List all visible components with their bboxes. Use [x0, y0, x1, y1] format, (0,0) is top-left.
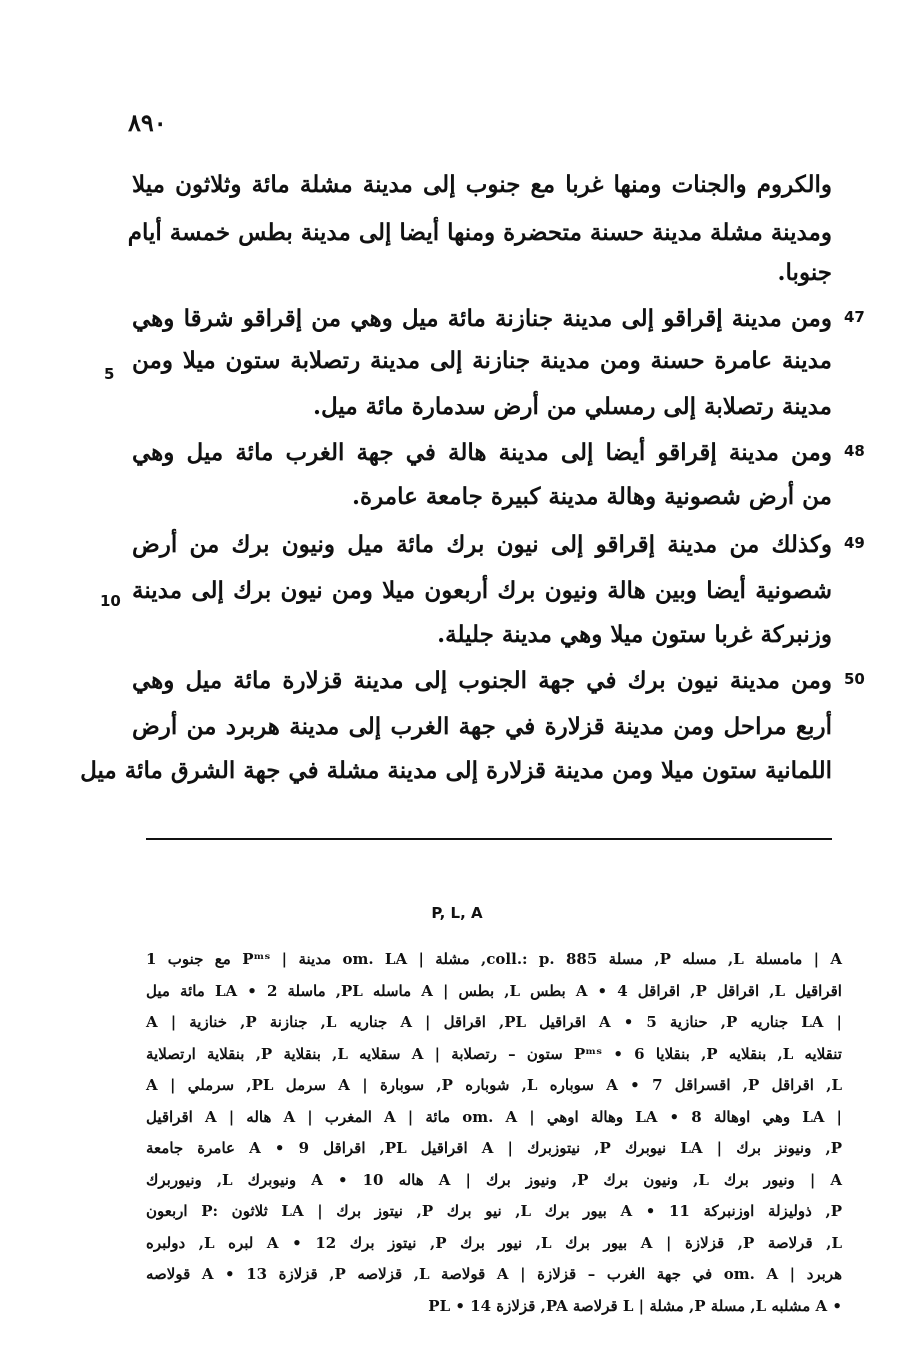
text-line: ومن مدينة إقراقو إلى مدينة جنازنة مائة ميل وهي من إقراقو شرقا وهي	[132, 305, 832, 332]
text-line: أربع مراحل ومن مدينة قزلارة في جهة الغرب إلى مدينة هربرد من أرض	[132, 713, 832, 740]
paragraph-number: 50	[844, 670, 865, 688]
apparatus-line: A | ونيور برك L, ونيون برك P, ونيوز برك | A هاله 10 • A ونيوبرك L, ونيوربرك	[146, 1170, 842, 1189]
margin-line-number-10: 10	[100, 592, 121, 610]
text-line: ومن مدينة نيون برك في جهة الجنوب إلى مدينة قزلارة مائة ميل وهي	[132, 667, 832, 694]
paragraph-number: 49	[844, 534, 865, 552]
text-line: وزنبركة غربا ستون ميلا وهي مدينة جليلة.	[437, 621, 832, 648]
text-line: شصونية أيضا وبين هالة ونيون برك أربعون ميلا ومن نيون برك إلى مدينة	[132, 577, 832, 604]
paragraph-number: 48	[844, 442, 865, 460]
apparatus-line: L, اقراقل P, اقسراقل 7 • A سوباره L, شوباره P, سوبارة | A سرمل PL, سرملي | A	[146, 1076, 842, 1094]
apparatus-line: تنقلايه L, بنقلايه P, بنقلايا 6 • Pᵐˢ ستون – رتصلابة | A سقلايه L, بنقلاية P, بنقلاية ارتصلاية	[146, 1044, 842, 1063]
apparatus-line: • A مشلبه L, مسلة P, مشلة | L قرلاصة PA, قزلازة 14 • PL	[428, 1296, 842, 1315]
text-line: ومن مدينة إقراقو أيضا إلى مدينة هالة في جهة الغرب مائة ميل وهي	[132, 439, 832, 466]
apparatus-line: هربرد | om. A في جهة الغرب – قزلازة | A قولاصة L, قزلاصه P, قزلازة 13 • A قولاصه	[146, 1265, 843, 1283]
apparatus-line: A | مامسلة L, مسله P, مسلة coll.: p. 885, مشلة | om. LA مدينة | Pᵐˢ مع جنوب 1	[146, 950, 843, 968]
text-line: مدينة عامرة حسنة ومن مدينة جنازنة إلى مدينة رتصلابة ستون ميلا ومن	[132, 347, 832, 374]
margin-line-number-5: 5	[104, 365, 115, 383]
paragraph-number: 47	[844, 308, 865, 326]
text-line: جنوبا.	[777, 259, 832, 286]
footnote-divider	[146, 838, 832, 840]
apparatus-line: | LA جناريه P, حنازية 5 • A اقراقيل PL, اقراقل | A جناريه L, جنازنة P, خنازية | A	[146, 1013, 842, 1031]
text-line: وكذلك من مدينة إقراقو إلى نيون برك مائة ميل ونيون برك من أرض	[132, 531, 832, 558]
apparatus-line: P, ونيونز برك | LA نيوبرك P, نيتوزبرك | A اقراقيل PL, اقراقل 9 • A عامرة جامعة	[146, 1139, 842, 1157]
apparatus-line: | LA وهي اوهالة 8 • LA وهالة اوهي | om. A مائة | A المغرب | A هاله | A اقراقيل	[146, 1107, 842, 1126]
apparatus-line: L, قرلاصة P, قزلازة | A بيور برك L, نيور برك P, نيتوز برك 12 • A لبره L, دولبره	[146, 1233, 842, 1252]
text-line: من أرض شصونية وهالة مدينة كبيرة جامعة عامرة.	[352, 483, 832, 510]
apparatus-sigla: P, L, A	[431, 904, 483, 922]
apparatus-line: اقراقيل L, اقراقل P, اقراقل 4 • A بطس L, بطس | A ماسله PL, ماسلة 2 • LA مائة ميل	[146, 981, 842, 1000]
text-line: اللمانية ستون ميلا ومن مدينة قزلارة إلى مدينة مشلة في جهة الشرق مائة ميل	[80, 757, 832, 784]
text-line: ومدينة مشلة مدينة حسنة متحضرة ومنها أيضا إلى مدينة بطس خمسة أيام	[127, 219, 832, 246]
text-line: مدينة رتصلابة إلى رمسلي من أرض سدمارة مائة ميل.	[312, 393, 832, 420]
apparatus-line: P, ذوليزلة اوزنبركة 11 • A بيور برك L, نيو برك P, نيتوز برك | LA ثلاثون :P اربعون	[146, 1202, 842, 1220]
text-line: والكروم والجنات ومنها غربا مع جنوب إلى مدينة مشلة مائة وثلاثون ميلا	[132, 171, 832, 198]
page-number: ٨٩٠	[128, 108, 167, 137]
